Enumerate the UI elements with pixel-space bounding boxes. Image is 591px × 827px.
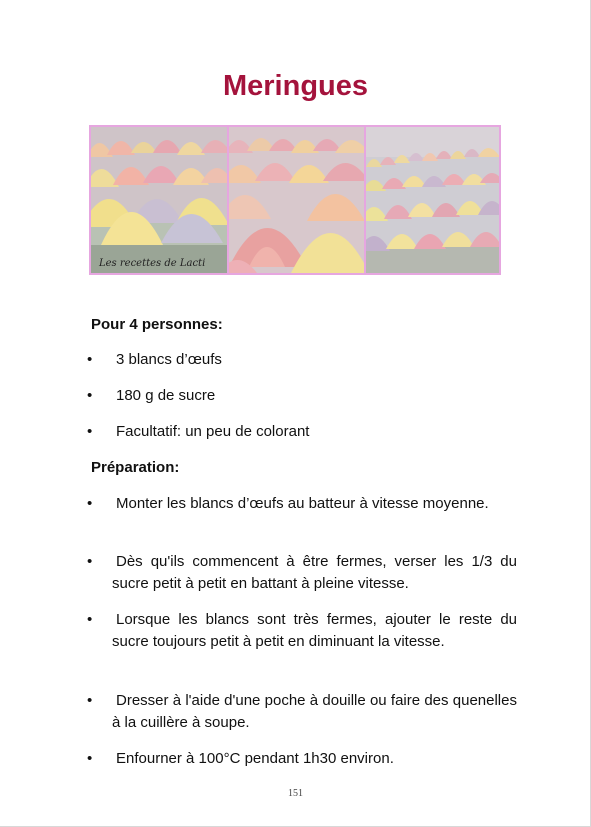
preparation-step: [87, 690, 517, 734]
bullet: •: [87, 423, 93, 440]
bullet: •: [87, 351, 93, 368]
bullet: •: [87, 387, 93, 404]
preparation-step: [87, 493, 517, 515]
preparation-step: [87, 551, 517, 595]
ingredient-text: Facultatif: un peu de colorant: [116, 423, 310, 440]
ingredients-heading: Pour 4 personnes:: [91, 316, 223, 333]
meringue-photo-strip: [89, 125, 501, 275]
ingredient-text: 3 blancs d’œufs: [116, 351, 222, 368]
photo-watermark: Les recettes de Lacti: [99, 258, 206, 269]
preparation-heading: Préparation:: [91, 459, 180, 476]
page-title: Meringues: [222, 70, 369, 102]
bullet: •: [87, 692, 93, 709]
bullet: •: [87, 611, 93, 628]
step-text: Lorsque les blancs sont très fermes, ajouter le reste du sucre toujours petit à petit en diminuant la vitesse.: [112, 611, 517, 650]
ingredient-text: 180 g de sucre: [116, 387, 216, 404]
step-text: Monter les blancs d’œufs au batteur à vitesse moyenne.: [116, 495, 489, 512]
step-text: Dès qu'ils commencent à être fermes, verser les 1/3 du sucre petit à petit en battant à pleine vitesse.: [112, 553, 517, 592]
preparation-step: [87, 748, 517, 770]
step-text: Enfourner à 100°C pendant 1h30 environ.: [116, 750, 394, 767]
ingredient-item: [87, 351, 222, 368]
ingredient-item: [87, 423, 309, 440]
ingredient-item: [87, 387, 215, 404]
meringue-photo-3: [364, 127, 499, 273]
step-text: Dresser à l'aide d'une poche à douille ou faire des quenelles à la cuillère à soupe.: [112, 692, 517, 731]
meringue-photo-1: [91, 127, 227, 273]
page-number: 151: [288, 788, 303, 799]
meringue-photo-2: [227, 127, 365, 273]
preparation-step: [87, 609, 517, 653]
bullet: •: [87, 750, 93, 767]
bullet: •: [87, 553, 93, 570]
bullet: •: [87, 495, 93, 512]
